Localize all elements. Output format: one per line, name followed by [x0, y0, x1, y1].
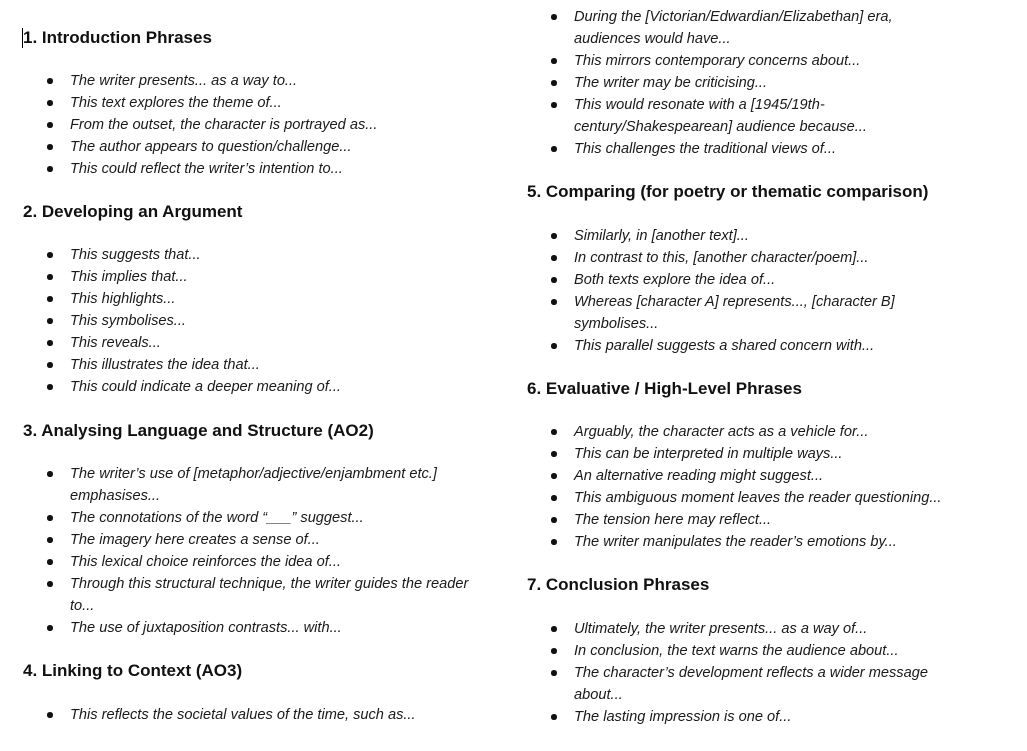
- list-item: This mirrors contemporary concerns about...: [527, 50, 947, 72]
- list-item: The writer’s use of [metaphor/adjective/enjambment etc.] emphasises...: [23, 463, 473, 507]
- list-item: This can be interpreted in multiple ways...: [527, 443, 987, 465]
- list-item: The lasting impression is one of...: [527, 706, 967, 728]
- list-item: Similarly, in [another text]...: [527, 225, 927, 247]
- section-list: [23, 244, 483, 398]
- list-item: This reveals...: [23, 332, 483, 354]
- list-item: The imagery here creates a sense of...: [23, 529, 473, 551]
- list-item: From the outset, the character is portrayed as...: [23, 114, 483, 136]
- list-item: The writer may be criticising...: [527, 72, 947, 94]
- list-item: Whereas [character A] represents..., [character B] symbolises...: [527, 291, 927, 335]
- section-heading: 6. Evaluative / High-Level Phrases: [527, 379, 802, 398]
- list-item: This illustrates the idea that...: [23, 354, 483, 376]
- section-heading: 7. Conclusion Phrases: [527, 575, 710, 594]
- list-item: This text explores the theme of...: [23, 92, 483, 114]
- section-heading: 5. Comparing (for poetry or thematic comparison): [527, 182, 929, 201]
- list-item: This challenges the traditional views of...: [527, 138, 947, 160]
- list-item: This could indicate a deeper meaning of...: [23, 376, 483, 398]
- section-list: [23, 463, 473, 639]
- section-list: [527, 421, 987, 553]
- list-item: In conclusion, the text warns the audience about...: [527, 640, 967, 662]
- section-list: [527, 225, 927, 357]
- list-item: This lexical choice reinforces the idea of...: [23, 551, 473, 573]
- section-list: [23, 704, 483, 726]
- list-item: The connotations of the word “___” suggest...: [23, 507, 473, 529]
- list-item: The tension here may reflect...: [527, 509, 987, 531]
- section-list: [527, 618, 967, 728]
- list-item: During the [Victorian/Edwardian/Elizabethan] era, audiences would have...: [527, 6, 947, 50]
- list-item: This reflects the societal values of the time, such as...: [23, 704, 483, 726]
- list-item: This symbolises...: [23, 310, 483, 332]
- list-item: This parallel suggests a shared concern with...: [527, 335, 927, 357]
- list-item: The use of juxtaposition contrasts... with...: [23, 617, 473, 639]
- list-item: Both texts explore the idea of...: [527, 269, 927, 291]
- list-item: The character’s development reflects a wider message about...: [527, 662, 967, 706]
- list-item: This implies that...: [23, 266, 483, 288]
- list-item: Arguably, the character acts as a vehicle for...: [527, 421, 987, 443]
- section-list-continued: [527, 6, 947, 160]
- list-item: This highlights...: [23, 288, 483, 310]
- list-item: In contrast to this, [another character/poem]...: [527, 247, 927, 269]
- list-item: The author appears to question/challenge...: [23, 136, 483, 158]
- list-item: The writer presents... as a way to...: [23, 70, 483, 92]
- section-heading: 1. Introduction Phrases: [23, 28, 212, 47]
- section-heading: 2. Developing an Argument: [23, 202, 243, 221]
- list-item: Through this structural technique, the writer guides the reader to...: [23, 573, 473, 617]
- section-list: [23, 70, 483, 180]
- section-heading: 3. Analysing Language and Structure (AO2): [23, 421, 374, 440]
- list-item: This ambiguous moment leaves the reader questioning...: [527, 487, 987, 509]
- list-item: This would resonate with a [1945/19th-century/Shakespearean] audience because...: [527, 94, 944, 138]
- list-item: This suggests that...: [23, 244, 483, 266]
- list-item: The writer manipulates the reader’s emotions by...: [527, 531, 987, 553]
- list-item: An alternative reading might suggest...: [527, 465, 987, 487]
- section-heading: 4. Linking to Context (AO3): [23, 661, 243, 680]
- list-item: Ultimately, the writer presents... as a way of...: [527, 618, 967, 640]
- list-item: This could reflect the writer’s intention to...: [23, 158, 483, 180]
